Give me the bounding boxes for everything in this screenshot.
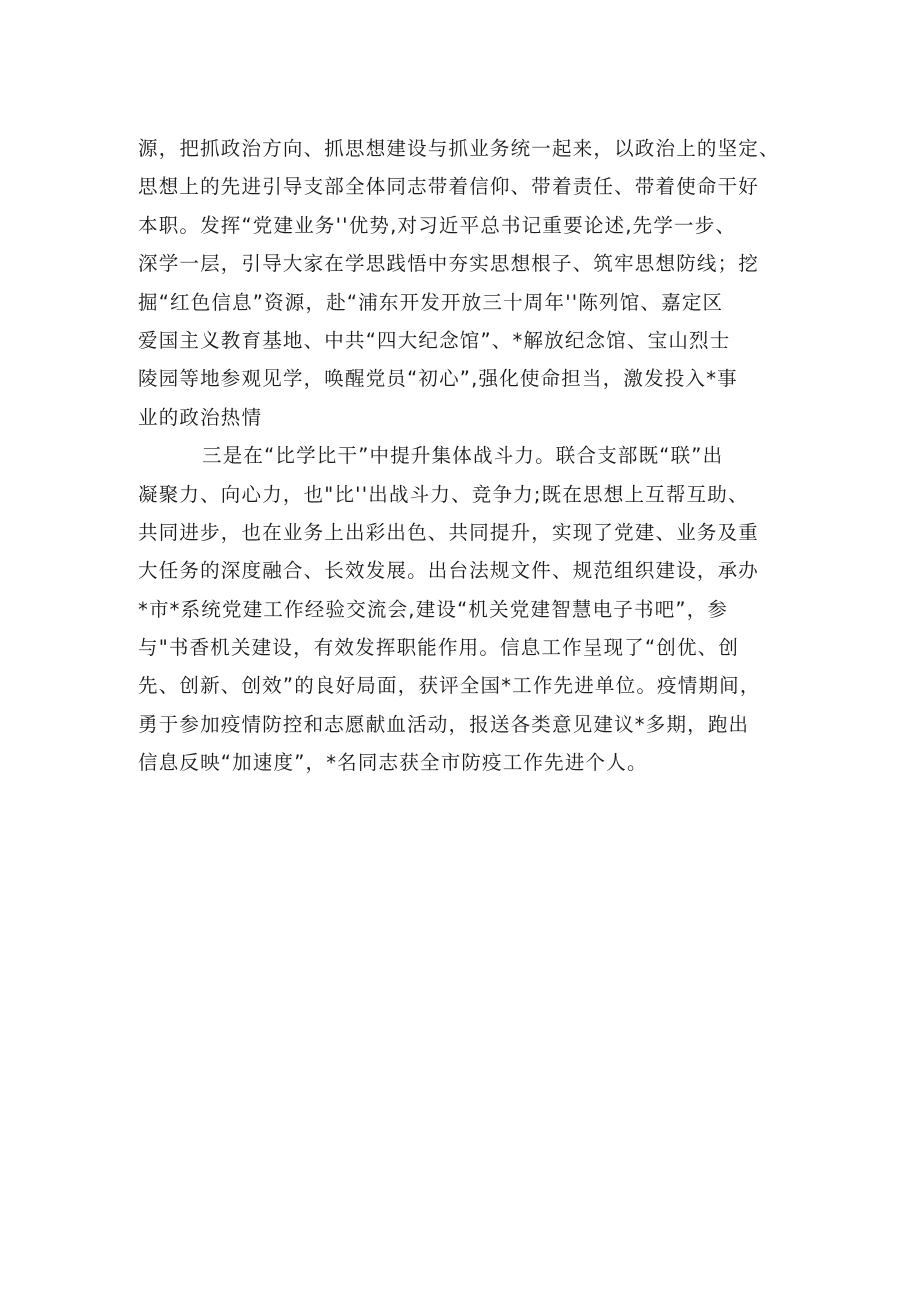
text-line: 大任务的深度融合、长效发展。出台法规文件、规范组织建设，承办 — [138, 559, 760, 583]
text-line: 深学一层，引导大家在学思践悟中夯实思想根子、筑牢思想防线；挖 — [138, 252, 760, 276]
text-line: 业的政治热情 — [138, 405, 263, 429]
text-line: 凝聚力、向心力，也"比''出战斗力、竞争力;既在思想上互帮互助、 — [138, 482, 749, 506]
text-line: 爱国主义教育基地、中共“四大纪念馆”、*解放纪念馆、宝山烈士 — [138, 328, 731, 352]
text-line: 掘“红色信息”资源，赴“浦东开发开放三十周年''陈列馆、嘉定区 — [138, 290, 724, 314]
text-line: *市*系统党建工作经验交流会,建设“机关党建智慧电子书吧”，参 — [138, 597, 729, 621]
text-line: 思想上的先进引导支部全体同志带着信仰、带着责任、带着使命干好 — [138, 175, 760, 199]
document-body — [138, 130, 818, 783]
text-line: 勇于参加疫情防控和志愿献血活动，报送各类意见建议*多期，跑出 — [138, 712, 750, 736]
paragraph-political-leadership — [138, 130, 818, 437]
text-line: 源，把抓政治方向、抓思想建设与抓业务统一起来，以政治上的坚定、 — [138, 137, 780, 160]
text-line: 先、创新、创效”的良好局面，获评全国*工作先进单位。疫情期间， — [138, 674, 761, 698]
text-line: 与"书香机关建设，有效发挥职能作用。信息工作呈现了“创优、创 — [138, 636, 740, 660]
text-line: 共同进步，也在业务上出彩出色、共同提升，实现了党建、业务及重 — [138, 520, 760, 544]
paragraph-collective-combat — [138, 437, 818, 783]
text-line: 信息反映“加速度”，*名同志获全市防疫工作先进个人。 — [138, 751, 648, 775]
text-line: 三是在“比学比干”中提升集体战斗力。联合支部既“联”出 — [202, 444, 724, 468]
text-line: 陵园等地参观见学，唤醒党员“初心”,强化使命担当，激发投入*事 — [138, 367, 738, 391]
text-line: 本职。发挥“党建业务''优势,对习近平总书记重要论述,先学一步、 — [138, 213, 737, 237]
